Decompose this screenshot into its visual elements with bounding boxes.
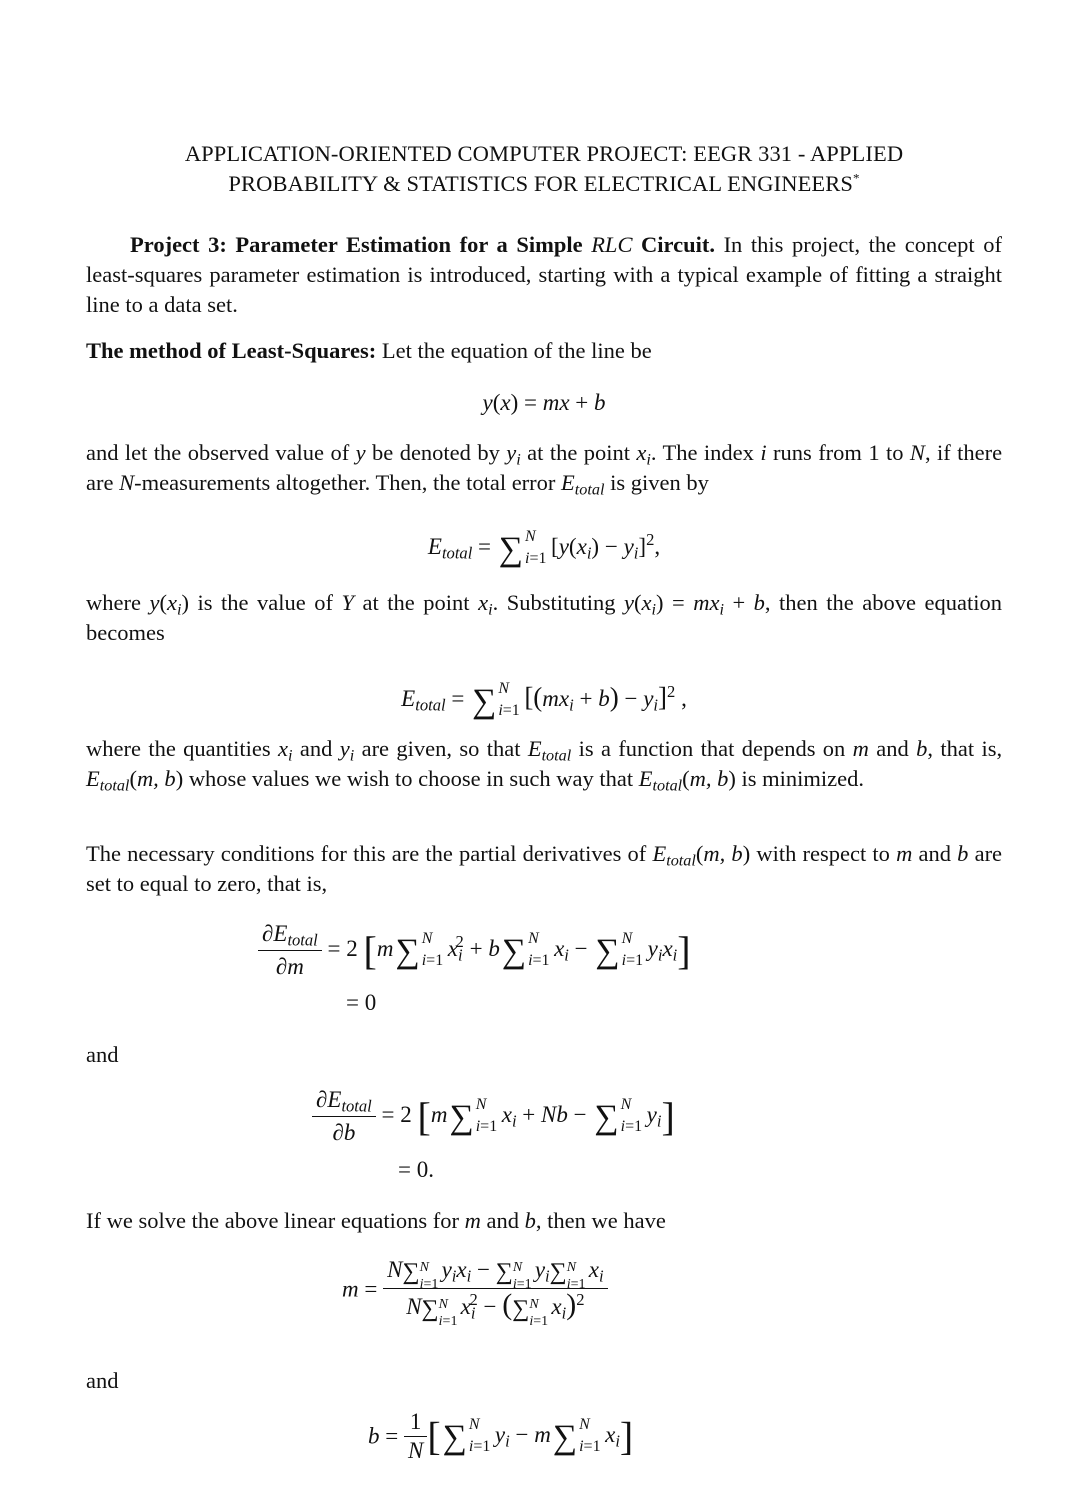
equation-partial-b: $\frac{\partial E_{total}}{\partial b}$ = 2 [m∑ N i=1 $x_i + Nb$ − ∑ N i=1 $y_i$] (312, 1084, 1002, 1149)
equation-total-error-substituted: $E_{total}$ = ∑ N i=1 $[(mx_i + b) - y_i]^2$ , (401, 680, 687, 720)
equation-m-solution: m = N∑ N i=1 $y_ix_i$ − ∑ N i=1 $y_i\sum$ N i=1 $x_i$ N∑ N i=1 $x_i^2$ − (∑ N i=1 $x_i)^2$ (342, 1254, 762, 1325)
equation-partial-m: $\frac{\partial E_{total}}{\partial m}$ = 2 [m∑ N i=1 $x_i^2 + b\sum$ N i=1 $x_i$ − ∑ N i=1 $y_ix_i$] (258, 918, 998, 983)
paragraph-function-of-m-b: where the quantities $x_i$ and $y_i$ are given, so that $E_{total}$ is a function that depends on m and b, that is, $E_{total}(m$, b) whose values we wish to choose in such way that $E_{total}(m$, b) is minimized. (86, 736, 1003, 795)
equation-total-error: $E_{total}$ = ∑ N i=1 $[y(x_i) - y_i]^2$, (427, 528, 661, 568)
method-heading: The method of Least-Squares: (86, 338, 377, 363)
title-line-1: APPLICATION-ORIENTED COMPUTER PROJECT: EEGR 331 - APPLIED (184, 141, 904, 166)
intro-paragraph: Project 3: Parameter Estimation for a Simple RLC Circuit. In this project, the concept of least-squares parameter estimation is introduced, starting with a typical example of fitting a straight line to a data set. (86, 232, 1002, 317)
title-line-2: PROBABILITY & STATISTICS FOR ELECTRICAL ENGINEERS* (228, 170, 860, 196)
project-heading: Project 3: Parameter Estimation for a Simple RLC Circuit. (130, 232, 715, 257)
paragraph-observed-values: and let the observed value of y be denoted by $y_i$ at the point $x_i$. The index i runs from 1 to N, if there are N-measurements altogether. Then, the total error $E_{total}$ is given by (86, 440, 1003, 499)
connector-and-2: and (86, 1368, 119, 1393)
equation-line: y(x) = mx + b (482, 390, 606, 415)
paragraph-substitution: where $y(x_i)$ is the value of Y at the point $x_i$. Substituting $y(x_i) = mx_i + b$, then the above equation becomes (86, 590, 1003, 645)
equation-partial-b-zero: = 0. (398, 1157, 434, 1182)
page-title (86, 139, 1002, 199)
equation-b-solution: b = $\frac{1}{N}$ [∑ N i=1 $y_i - m\sum$ N i=1 $x_i$] (368, 1409, 634, 1463)
method-paragraph: The method of Least-Squares: Let the equation of the line be (86, 338, 652, 363)
connector-and-1: and (86, 1042, 119, 1067)
footnote-mark: * (852, 170, 860, 186)
paragraph-solve: If we solve the above linear equations for m and b, then we have (86, 1208, 666, 1233)
equation-partial-m-zero: = 0 (346, 990, 377, 1015)
paragraph-necessary-conditions: The necessary conditions for this are the partial derivatives of $E_{total}(m$, b) with respect to m and b are set to equal to zero, that is, (86, 841, 1003, 896)
